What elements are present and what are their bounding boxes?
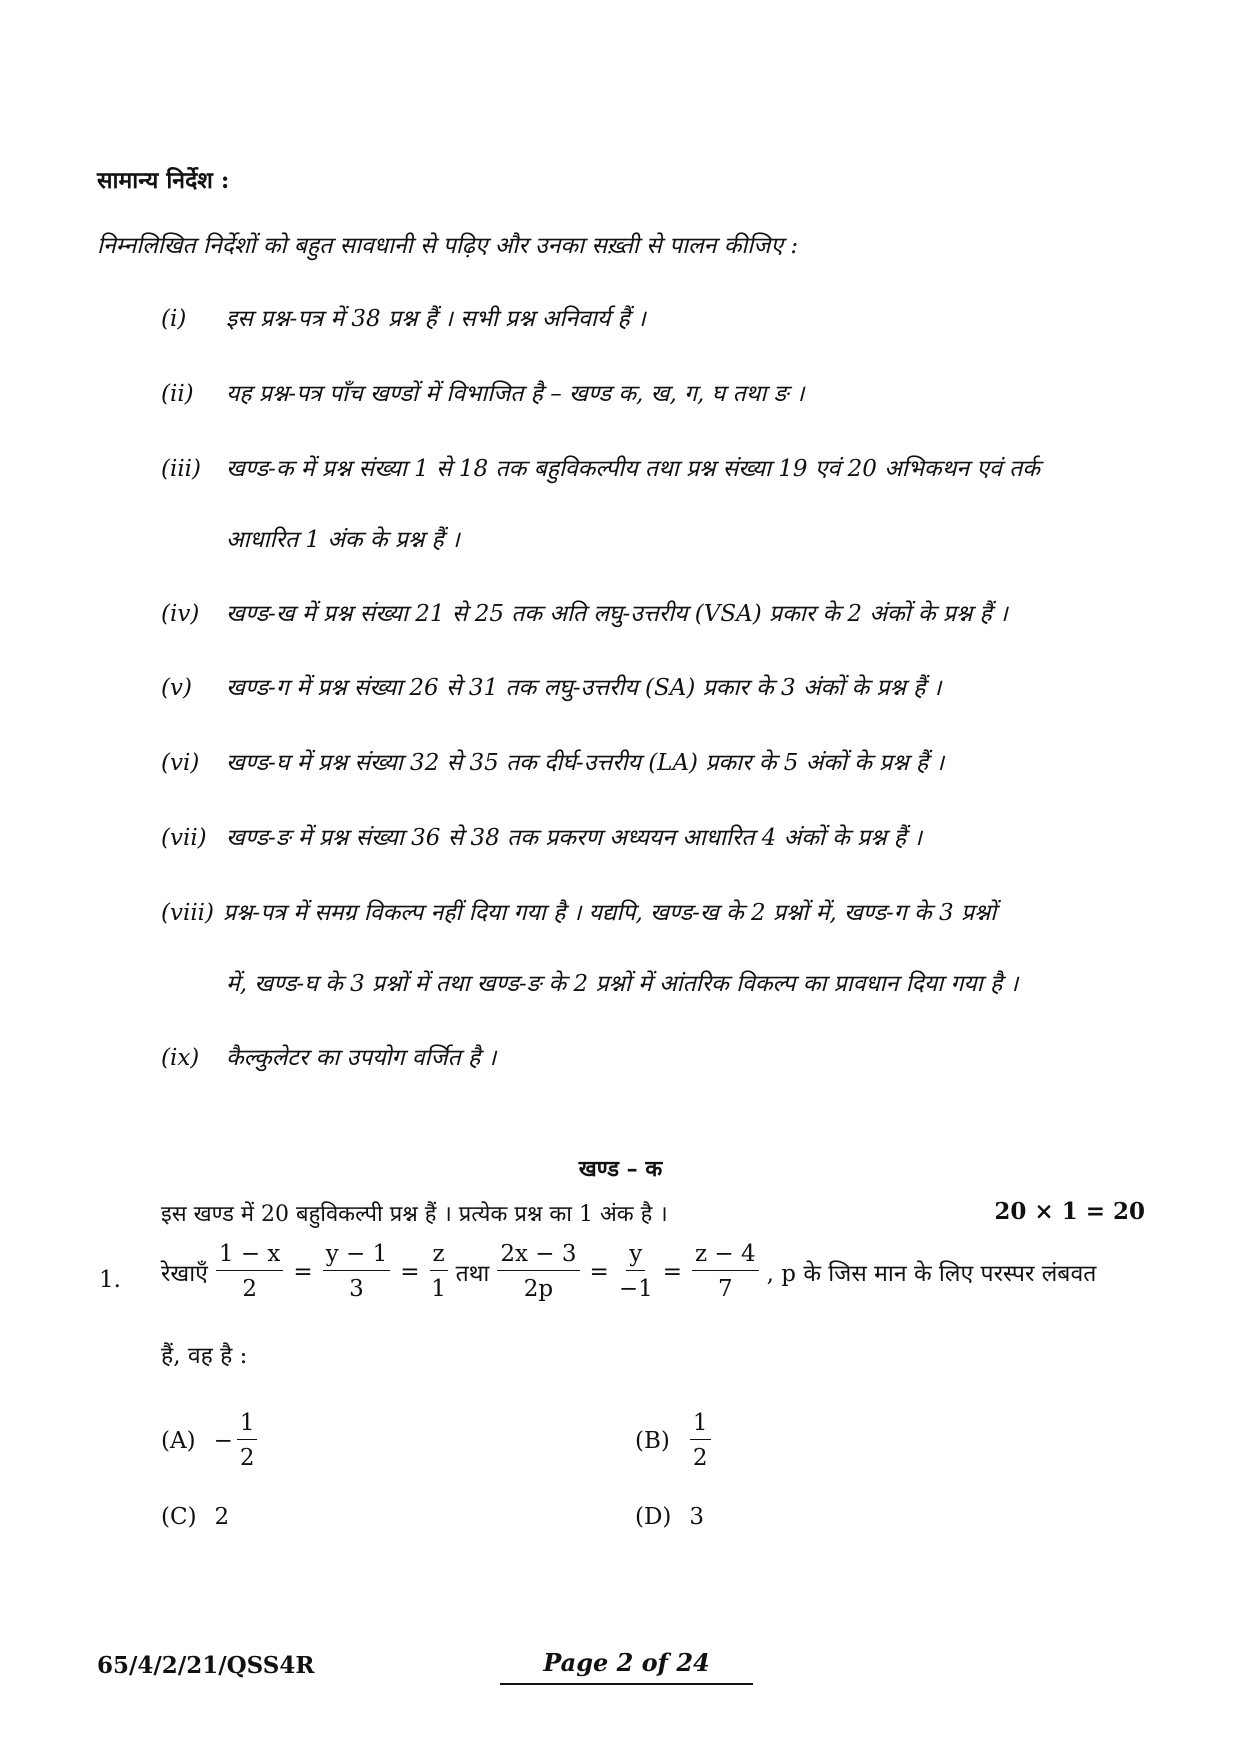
fraction-denominator: 2 [242,1276,257,1302]
page-number: Page 2 of 24 [500,1648,753,1685]
fraction-numerator: 1 [237,1409,258,1440]
section-a-intro: इस खण्ड में 20 बहुविकल्पी प्रश्न हैं । प्रत्येक प्रश्न का 1 अंक है । [161,1202,668,1227]
option-value [214,1409,260,1472]
question-1-continued: हैं, वह है : [161,1343,248,1369]
fraction-numerator: z − 4 [692,1240,759,1271]
instruction-text: खण्ड-घ में प्रश्न संख्या 32 से 35 तक दीर्घ-उत्तरीय (LA) प्रकार के 5 अंकों के प्रश्न हैं । [226,750,945,776]
option-b [635,1409,713,1472]
option-label: (A) [161,1427,196,1454]
fraction-numerator: 2x − 3 [497,1240,579,1271]
instruction-text: प्रश्न-पत्र में समग्र विकल्प नहीं दिया गया है । यद्यपि, खण्ड-ख के 2 प्रश्नों में, खण्ड-ग के 3 प्रश्नों [223,900,997,926]
equals-sign: = [589,1258,609,1285]
instructions-subheading: निम्नलिखित निर्देशों को बहुत सावधानी से पढ़िए और उनका सख़्ती से पालन कीजिए : [97,233,799,259]
question-tail: , p के जिस मान के लिए परस्पर लंबवत [766,1260,1097,1287]
instruction-number: (viii) [161,900,215,926]
instruction-number: (iii) [161,456,202,482]
fraction-denominator: 3 [349,1276,364,1302]
option-label: (D) [635,1504,672,1530]
fraction-numerator: y − 1 [323,1240,391,1271]
instruction-number: (vii) [161,825,207,851]
instruction-text-continued: में, खण्ड-घ के 3 प्रश्नों में तथा खण्ड-ङ के 2 प्रश्नों में आंतरिक विकल्प का प्रावधान दिया गया है । [226,971,1019,997]
conjunction: तथा [455,1260,490,1287]
fraction [619,1240,653,1303]
option-label: (C) [161,1504,197,1530]
section-a-marks: 20 × 1 = 20 [994,1198,1145,1225]
instruction-number: (vi) [161,750,200,776]
section-a-title: खण्ड – क [578,1156,663,1182]
fraction-numerator: z [430,1240,448,1271]
instruction-number: (ii) [161,381,194,407]
fraction-denominator: 7 [718,1276,733,1302]
fraction [323,1240,391,1303]
equals-sign: = [293,1258,313,1285]
general-instructions-heading: सामान्य निर्देश : [97,167,230,194]
instruction-number: (i) [161,306,187,332]
instruction-text-continued: आधारित 1 अंक के प्रश्न हैं । [226,527,460,553]
instruction-text: कैल्कुलेटर का उपयोग वर्जित है । [226,1045,497,1071]
fraction-numerator: y [626,1240,645,1271]
option-value: 3 [689,1504,705,1530]
option-d [635,1504,704,1530]
instruction-text: खण्ड-क में प्रश्न संख्या 1 से 18 तक बहुविकल्पीय तथा प्रश्न संख्या 19 एवं 20 अभिकथन एवं तर्क [226,456,1040,482]
option-a [161,1409,259,1472]
fraction [497,1240,579,1303]
instruction-number: (iv) [161,601,200,627]
fraction-denominator: −1 [618,1276,653,1302]
instruction-number: (ix) [161,1045,200,1071]
question-1-statement [161,1240,1096,1303]
question-number: 1. [99,1267,121,1293]
question-lead: रेखाएँ [161,1260,208,1287]
fraction [690,1409,711,1472]
instruction-text: यह प्रश्न-पत्र पाँच खण्डों में विभाजित है – खण्ड क, ख, ग, घ तथा ङ । [226,381,805,407]
minus-sign: − [213,1427,233,1454]
fraction-denominator: 2 [692,1445,708,1471]
paper-code: 65/4/2/21/QSS4R [97,1652,315,1679]
equals-sign: = [400,1258,420,1285]
fraction [430,1240,448,1303]
instruction-number: (v) [161,675,192,701]
instruction-text: खण्ड-ङ में प्रश्न संख्या 36 से 38 तक प्रकरण अध्ययन आधारित 4 अंकों के प्रश्न हैं । [226,825,923,851]
fraction-denominator: 1 [431,1276,446,1302]
instruction-text: इस प्रश्न-पत्र में 38 प्रश्न हैं । सभी प्रश्न अनिवार्य हैं । [226,306,646,332]
fraction [216,1240,284,1303]
fraction [692,1240,759,1303]
option-label: (B) [635,1427,670,1454]
fraction [237,1409,258,1472]
equals-sign: = [662,1258,682,1285]
option-c [161,1504,229,1530]
instruction-text: खण्ड-ख में प्रश्न संख्या 21 से 25 तक अति लघु-उत्तरीय (VSA) प्रकार के 2 अंकों के प्रश्न हैं । [226,601,1008,627]
option-value: 2 [214,1504,230,1530]
instruction-text: खण्ड-ग में प्रश्न संख्या 26 से 31 तक लघु-उत्तरीय (SA) प्रकार के 3 अंकों के प्रश्न हैं । [226,675,942,701]
fraction-numerator: 1 − x [216,1240,284,1271]
fraction-denominator: 2p [523,1276,554,1302]
fraction-denominator: 2 [239,1445,255,1471]
fraction-numerator: 1 [690,1409,711,1440]
